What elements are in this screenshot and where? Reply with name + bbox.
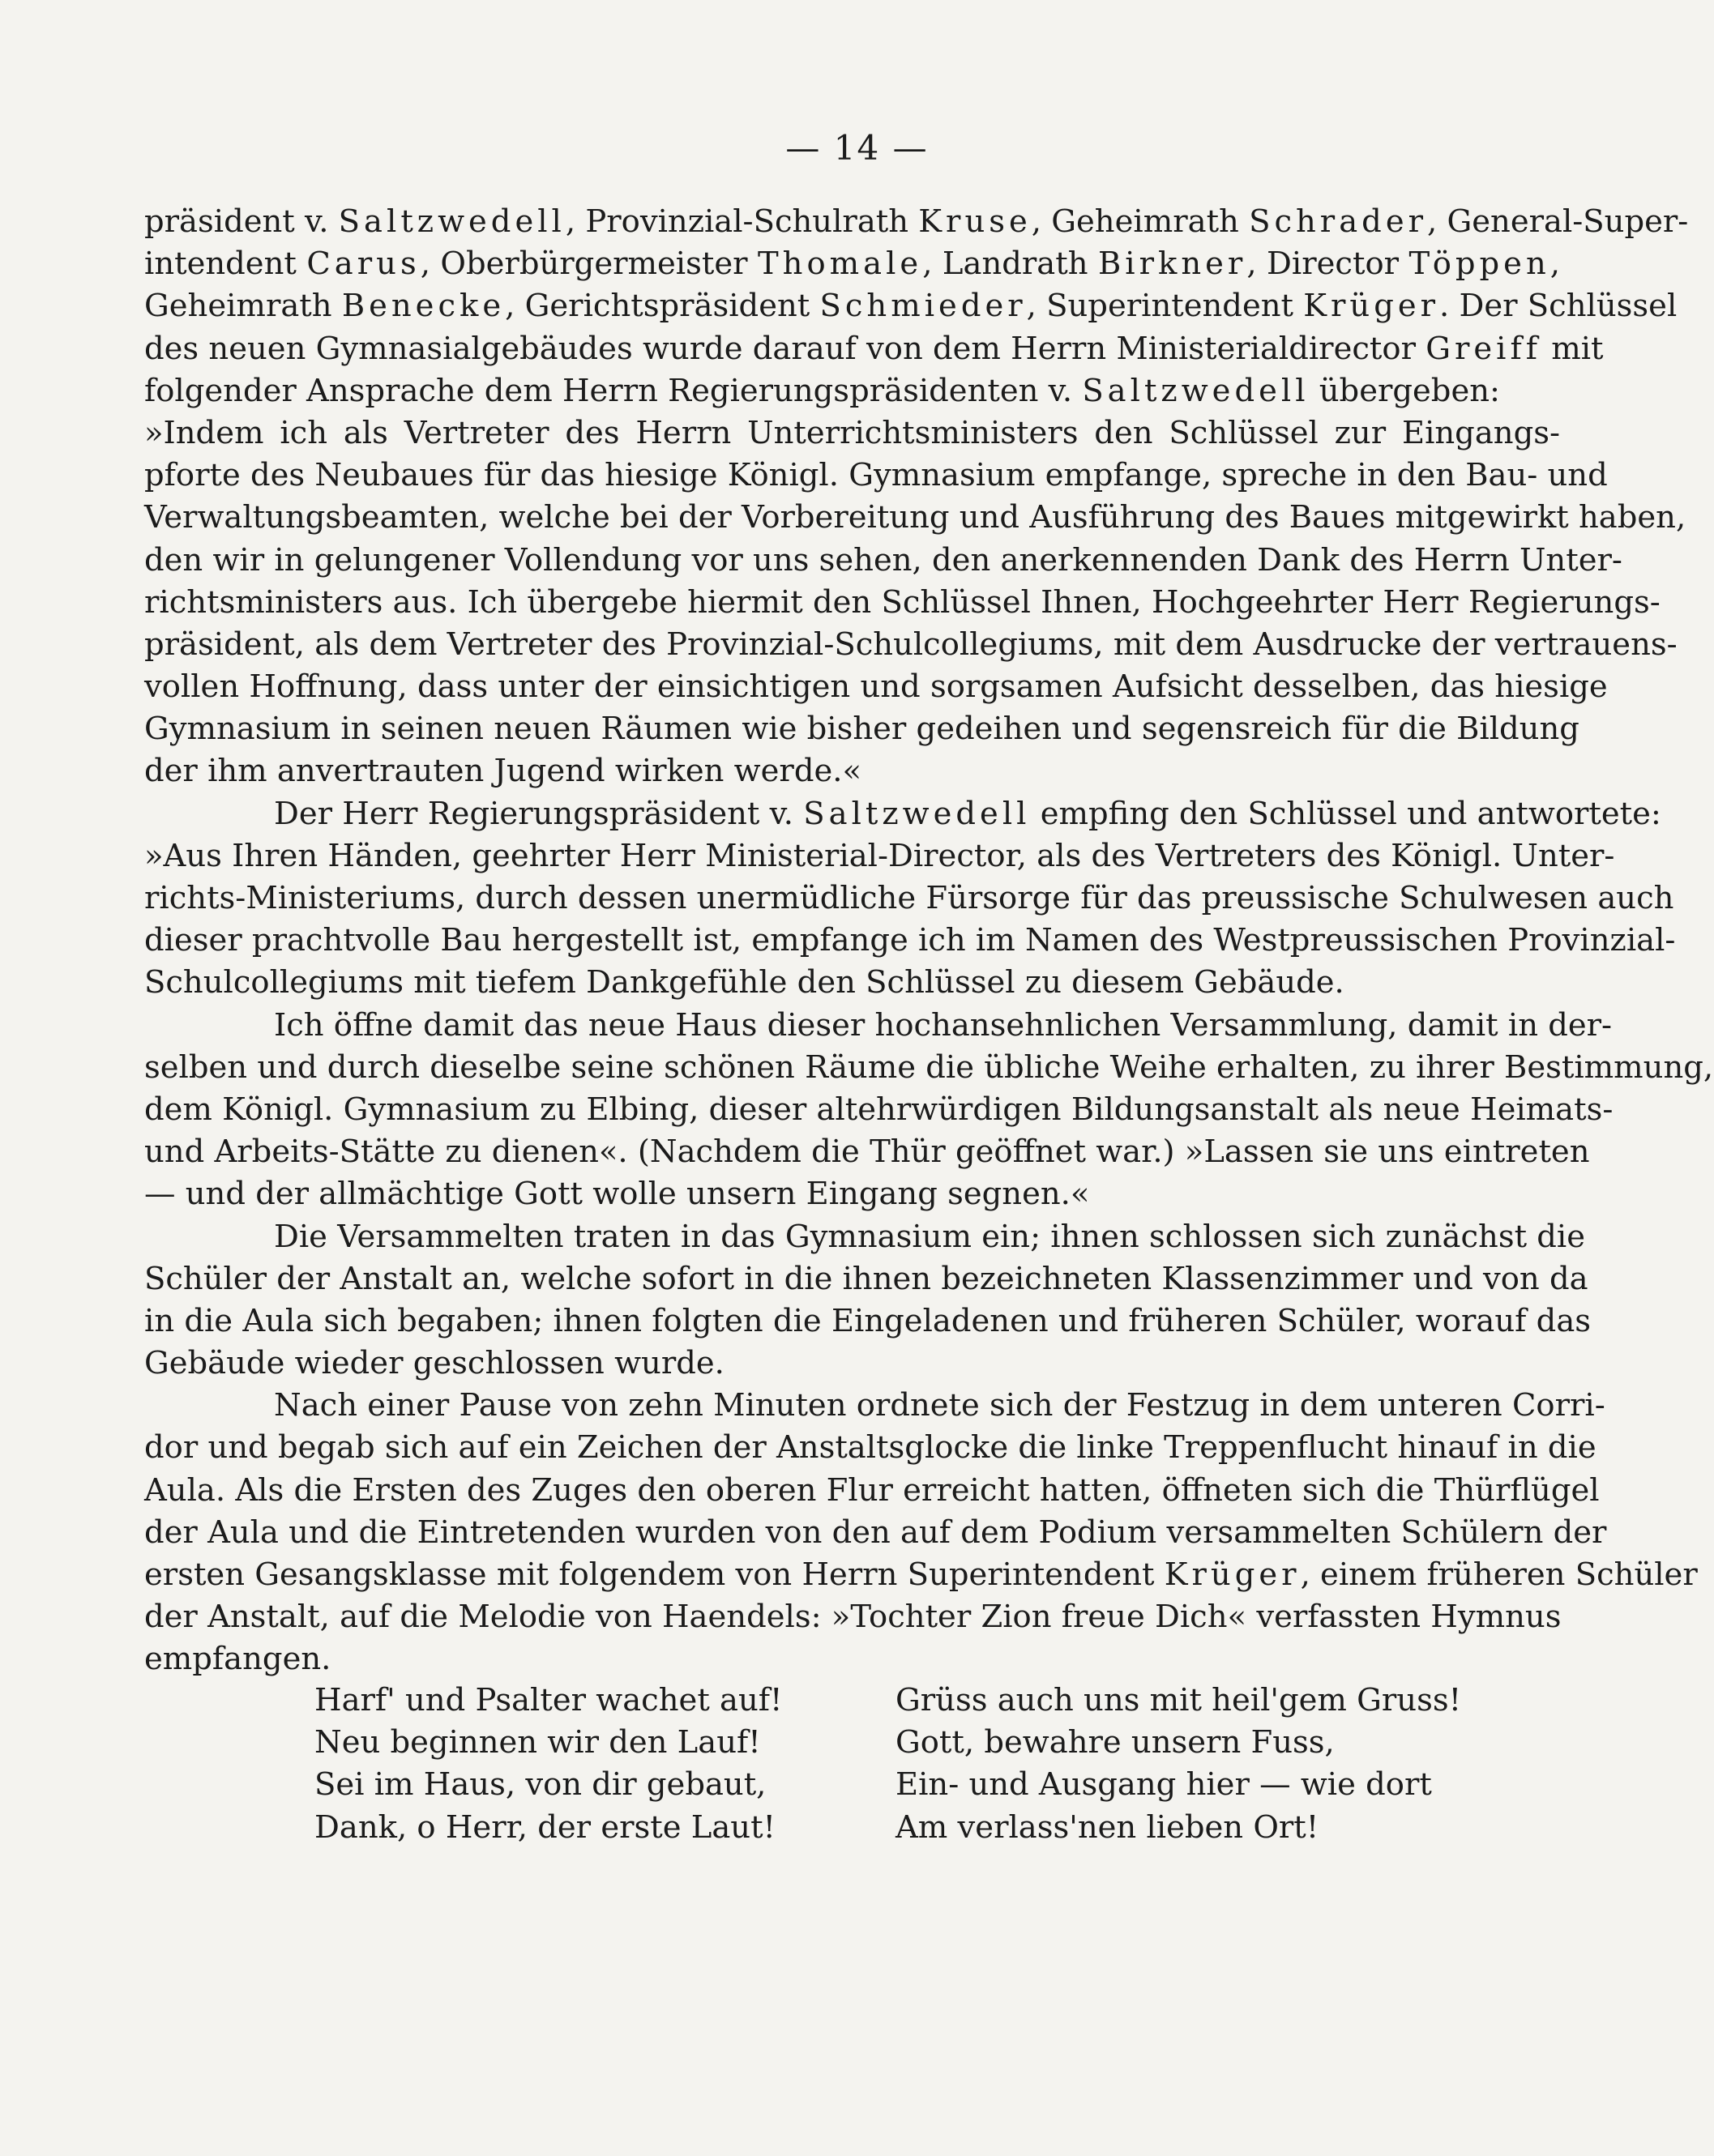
text-line (144, 1300, 1592, 1343)
text-segment: , einem früheren Schüler (1300, 1556, 1698, 1593)
spaced-name: Birkner (1098, 245, 1247, 283)
text-line (144, 455, 1608, 497)
spaced-name: Saltzwedell (1082, 372, 1310, 409)
verse-line: Sei im Haus, von dir gebaut, (314, 1766, 767, 1804)
text-line (144, 1047, 1714, 1089)
text-line (144, 708, 1579, 750)
verse-line: Grüss auch uns mit heil'gem Gruss! (895, 1682, 1462, 1718)
text-segment: , General-Super- (1427, 203, 1689, 240)
text-line (144, 285, 1678, 327)
spaced-name: Saltzwedell (803, 795, 1031, 832)
text-line (144, 582, 1661, 624)
text-line (144, 1554, 1698, 1596)
text-segment: Geheimrath (144, 288, 342, 325)
text-line (144, 1596, 1560, 1638)
text-line (144, 1005, 1613, 1047)
text-segment: mit (1541, 330, 1604, 367)
text-line (144, 1089, 1614, 1131)
text-segment: — und der allmächtige Gott wolle unsern Eingang segnen.« (144, 1176, 1090, 1213)
hymn-verse-right (895, 1680, 1461, 1849)
text-segment: , Director (1246, 245, 1409, 283)
text-line (144, 412, 1560, 455)
text-line (144, 920, 1676, 962)
text-segment: in die Aula sich begaben; ihnen folgten die Eingeladenen und früheren Schüler, worauf das (144, 1302, 1592, 1339)
text-segment: dem Königl. Gymnasium zu Elbing, dieser altehrwürdigen Bildungsanstalt als neue Heimats- (144, 1091, 1614, 1128)
spaced-name: Kruse (918, 203, 1032, 240)
text-segment: Schulcollegiums mit tiefem Dankgefühle den Schlüssel zu diesem Gebäude. (144, 964, 1344, 1001)
text-line (144, 666, 1608, 708)
text-line (144, 1131, 1590, 1173)
verse-line: Neu beginnen wir den Lauf! (314, 1724, 761, 1761)
page-number: — 14 — (785, 128, 929, 168)
text-segment: und Arbeits-Stätte zu dienen«. (Nachdem die Thür geöffnet war.) »Lassen sie uns eintreten (144, 1134, 1590, 1171)
text-line (144, 1470, 1600, 1512)
text-segment: empfing den Schlüssel und antwortete: (1030, 795, 1661, 832)
text-segment: vollen Hoffnung, dass unter der einsichtigen und sorgsamen Aufsicht desselben, das hiesige (144, 668, 1608, 706)
verse-line: Ein- und Ausgang hier — wie dort (895, 1766, 1432, 1804)
text-segment: . Der Schlüssel (1439, 288, 1678, 325)
text-segment: , Geheimrath (1031, 203, 1250, 240)
text-line (144, 624, 1678, 666)
text-segment: Gebäude wieder geschlossen wurde. (144, 1345, 724, 1382)
text-segment: , Provinzial-Schulrath (565, 203, 919, 240)
text-line (144, 540, 1622, 582)
spaced-name: Thomale (758, 245, 923, 283)
text-segment: präsident v. (144, 203, 339, 240)
body-text (144, 201, 1714, 1681)
text-line (144, 1427, 1596, 1469)
text-line (144, 1343, 1560, 1385)
text-segment: , Oberbürgermeister (420, 245, 758, 283)
text-segment: richtsministers aus. Ich übergebe hiermit den Schlüssel Ihnen, Hochgeehrter Herr Regierungs- (144, 583, 1661, 621)
text-segment: dor und begab sich auf ein Zeichen der Anstaltsglocke die linke Treppenflucht hinauf in die (144, 1429, 1596, 1467)
text-segment: , Landrath (922, 245, 1098, 283)
verse-line: Am verlass'nen lieben Ort! (895, 1808, 1319, 1846)
text-segment: Ich öffne damit das neue Haus dieser hochansehnlichen Versammlung, damit in der- (274, 1006, 1613, 1044)
text-segment: präsident, als dem Vertreter des Provinzial-Schulcollegiums, mit dem Ausdrucke der vertrauens- (144, 625, 1678, 663)
text-segment: folgender Ansprache dem Herrn Regierungspräsidenten v. (144, 372, 1083, 409)
text-segment: pforte des Neubaues für das hiesige Königl. Gymnasium empfange, spreche in den Bau- und (144, 457, 1608, 494)
text-line (144, 328, 1604, 370)
text-line (144, 793, 1661, 835)
spaced-name: Krüger (1164, 1556, 1301, 1593)
text-segment: Verwaltungsbeamten, welche bei der Vorbereitung und Ausführung des Baues mitgewirkt haben, (144, 499, 1686, 536)
text-segment: Aula. Als die Ersten des Zuges den oberen Flur erreicht hatten, öffneten sich die Thürflügel (144, 1471, 1600, 1509)
text-segment: übergeben: (1309, 372, 1501, 409)
text-line (144, 1385, 1605, 1427)
text-line (144, 877, 1674, 920)
verse-line: Gott, bewahre unsern Fuss, (895, 1724, 1335, 1761)
text-segment: Der Herr Regierungspräsident v. (274, 795, 804, 832)
verse-line: Harf' und Psalter wachet auf! (314, 1682, 783, 1718)
text-segment: , (1549, 245, 1560, 283)
text-segment: , Gerichtspräsident (505, 288, 820, 325)
text-segment: der Aula und die Eintretenden wurden von den auf dem Podium versammelten Schülern der (144, 1513, 1607, 1551)
text-line (144, 497, 1686, 539)
text-segment: , Superintendent (1026, 288, 1304, 325)
text-segment: »Aus Ihren Händen, geehrter Herr Ministerial-Director, als des Vertreters des Königl. Unter- (144, 837, 1615, 874)
text-segment: der Anstalt, auf die Melodie von Haendels: »Tochter Zion freue Dich« verfassten Hymnus (144, 1599, 1562, 1636)
spaced-name: Krüger (1303, 288, 1440, 325)
text-segment: den wir in gelungener Vollendung vor uns sehen, den anerkennenden Dank des Herrn Unter- (144, 541, 1622, 578)
text-segment: intendent (144, 245, 307, 283)
text-segment: empfangen. (144, 1641, 331, 1678)
spaced-name: Carus (306, 245, 421, 283)
text-line (144, 201, 1689, 243)
spaced-name: Benecke (341, 288, 506, 325)
text-segment: dieser prachtvolle Bau hergestellt ist, empfange ich im Namen des Westpreussischen Provinzial- (144, 922, 1676, 959)
text-segment: ersten Gesangsklasse mit folgendem von Herrn Superintendent (144, 1556, 1165, 1593)
text-segment: Schüler der Anstalt an, welche sofort in die ihnen bezeichneten Klassenzimmer und von da (144, 1260, 1588, 1297)
spaced-name: Greiff (1425, 330, 1541, 367)
spaced-name: Schmieder (819, 288, 1027, 325)
text-segment: richts-Ministeriums, durch dessen unermüdliche Fürsorge für das preussische Schulwesen auch (144, 880, 1674, 916)
text-segment: »Indem ich als Vertreter des Herrn Unterrichtsministers den Schlüssel zur Eingangs- (144, 414, 1560, 451)
hymn-verse-left (314, 1680, 783, 1849)
spaced-name: Saltzwedell (338, 203, 566, 240)
text-line (144, 1512, 1607, 1554)
spaced-name: Töppen (1408, 245, 1550, 283)
text-segment: des neuen Gymnasialgebäudes wurde darauf von dem Herrn Ministerialdirector (144, 330, 1426, 367)
text-line (144, 243, 1560, 285)
text-line (144, 370, 1560, 412)
text-line (144, 1216, 1586, 1258)
text-segment: selben und durch dieselbe seine schönen Räume die übliche Weihe erhalten, zu ihrer Bestimmung, (144, 1048, 1714, 1086)
verse-line: Dank, o Herr, der erste Laut! (314, 1808, 776, 1846)
text-segment: der ihm anvertrauten Jugend wirken werde.« (144, 753, 862, 790)
text-segment: Nach einer Pause von zehn Minuten ordnete sich der Festzug in dem unteren Corri- (274, 1387, 1605, 1424)
text-segment: Die Versammelten traten in das Gymnasium ein; ihnen schlossen sich zunächst die (274, 1218, 1586, 1255)
text-line (144, 1258, 1588, 1300)
text-line (144, 750, 1560, 792)
text-line (144, 1173, 1560, 1215)
text-segment: Gymnasium in seinen neuen Räumen wie bisher gedeihen und segensreich für die Bildung (144, 711, 1579, 748)
text-line (144, 835, 1615, 877)
spaced-name: Schrader (1249, 203, 1428, 240)
text-line (144, 1638, 1560, 1680)
text-line (144, 962, 1560, 1004)
